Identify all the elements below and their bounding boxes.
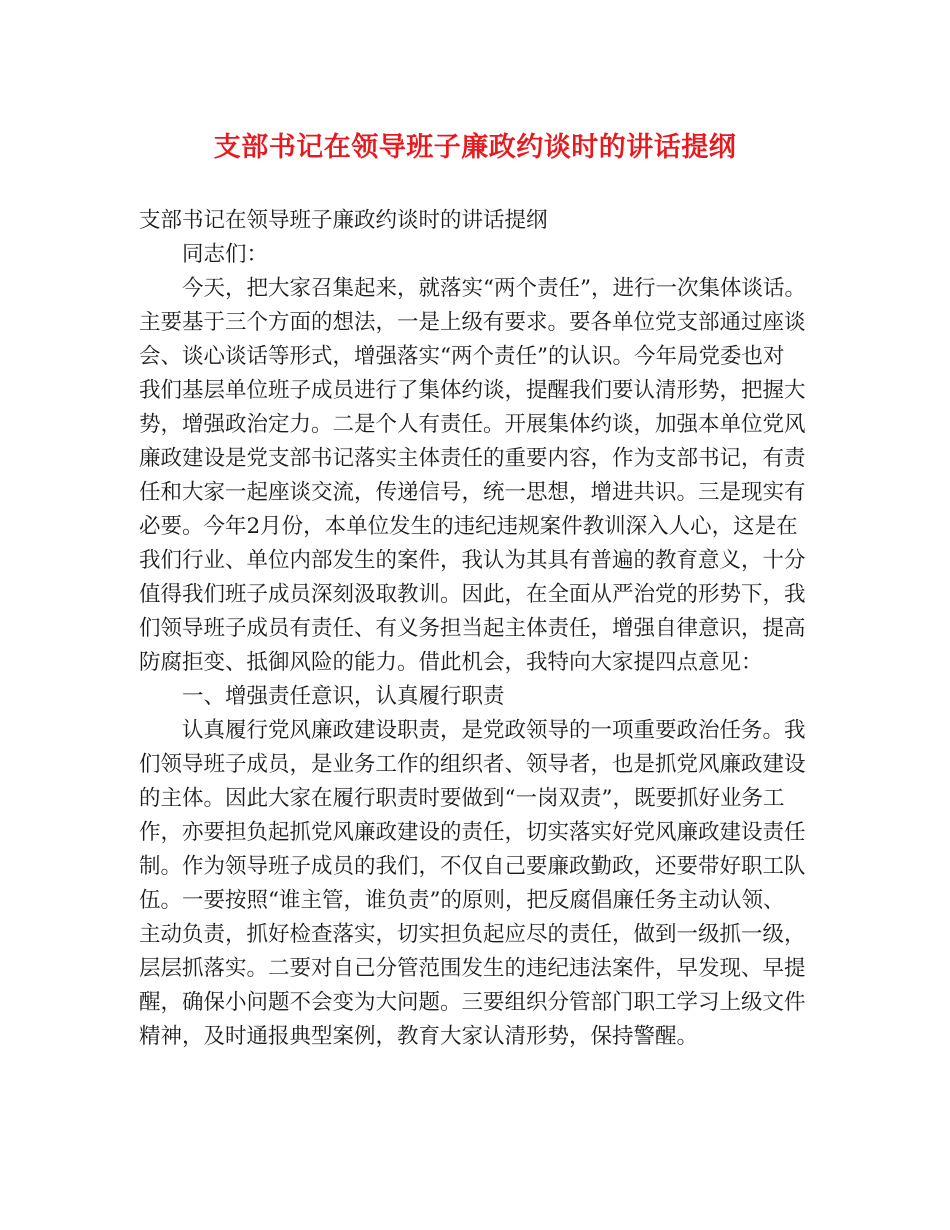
document-title: 支部书记在领导班子廉政约谈时的讲话提纲	[213, 132, 737, 163]
paragraph-line: 必要。今年2月份，本单位发生的违纪违规案件教训深入人心，这是在	[139, 514, 798, 539]
document-body	[139, 204, 829, 1054]
paragraph-line: 作，亦要担负起抓党风廉政建设的责任，切实落实好党风廉政建设责任	[139, 820, 806, 845]
paragraph-line: 们领导班子成员，是业务工作的组织者、领导者，也是抓党风廉政建设	[139, 752, 806, 777]
paragraph-line: 会、谈心谈话等形式，增强落实“两个责任”的认识。今年局党委也对	[139, 344, 785, 369]
paragraph-line: 同志们：	[182, 242, 269, 267]
paragraph-line: 我们基层单位班子成员进行了集体约谈，提醒我们要认清形势，把握大	[139, 378, 806, 403]
paragraph-line: 今天，把大家召集起来，就落实“两个责任”，进行一次集体谈话。	[182, 276, 806, 301]
paragraph-line: 主要基于三个方面的想法，一是上级有要求。要各单位党支部通过座谈	[139, 310, 806, 335]
paragraph-line: 制。作为领导班子成员的我们，不仅自己要廉政勤政，还要带好职工队	[139, 854, 806, 879]
paragraph-line: 层层抓落实。二要对自己分管范围发生的违纪违法案件，早发现、早提	[139, 956, 806, 981]
paragraph-line: 我们行业、单位内部发生的案件，我认为其具有普遍的教育意义，十分	[139, 548, 806, 573]
paragraph-line: 廉政建设是党支部书记落实主体责任的重要内容，作为支部书记，有责	[139, 446, 806, 471]
paragraph-line: 一、增强责任意识，认真履行职责	[182, 684, 505, 709]
paragraph-line: 防腐拒变、抵御风险的能力。借此机会，我特向大家提四点意见：	[139, 650, 763, 675]
paragraph-line: 精神，及时通报典型案例，教育大家认清形势，保持警醒。	[139, 1024, 699, 1049]
paragraph-line: 主动负责，抓好检查落实，切实担负起应尽的责任，做到一级抓一级，	[139, 922, 806, 947]
paragraph-line: 的主体。因此大家在履行职责时要做到“一岗双责”，既要抓好业务工	[139, 786, 785, 811]
paragraph-line: 势，增强政治定力。二是个人有责任。开展集体约谈，加强本单位党风	[139, 412, 806, 437]
paragraph-line: 伍。一要按照“谁主管，谁负责”的原则，把反腐倡廉任务主动认领、	[139, 888, 785, 913]
paragraph-line: 值得我们班子成员深刻汲取教训。因此，在全面从严治党的形势下，我	[139, 582, 806, 607]
paragraph-line: 认真履行党风廉政建设职责，是党政领导的一项重要政治任务。我	[182, 718, 806, 743]
paragraph-line: 任和大家一起座谈交流，传递信号，统一思想，增进共识。三是现实有	[139, 480, 806, 505]
document-subtitle: 支部书记在领导班子廉政约谈时的讲话提纲	[139, 208, 548, 233]
paragraph-line: 醒，确保小问题不会变为大问题。三要组织分管部门职工学习上级文件	[139, 990, 806, 1015]
paragraph-line: 们领导班子成员有责任、有义务担当起主体责任，增强自律意识，提高	[139, 616, 806, 641]
